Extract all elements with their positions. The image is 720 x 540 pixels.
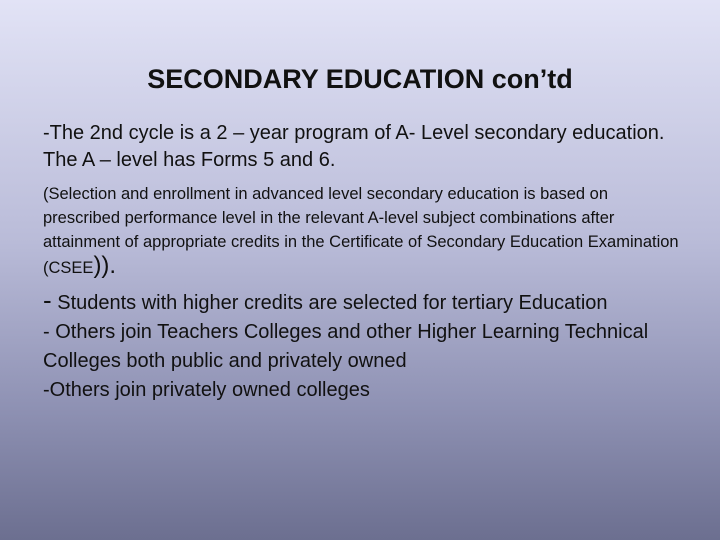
closing-parentheses: )).	[93, 252, 117, 279]
bullet-dash: -	[43, 285, 52, 315]
paragraph-second-cycle: -The 2nd cycle is a 2 – year program of A- Level secondary education. The A – level has Forms 5 and 6.	[43, 122, 665, 171]
paragraph-selection-note	[43, 182, 683, 280]
paragraph-teachers-colleges: - Others join Teachers Colleges and other Higher Learning Technical Colleges both public and privately owned	[43, 321, 649, 372]
slide-title: SECONDARY EDUCATION con’td	[147, 64, 573, 94]
paragraph-private-colleges: -Others join privately owned colleges	[43, 379, 370, 401]
tertiary-text: Students with higher credits are selected for tertiary Education	[51, 292, 608, 314]
selection-note-text: (Selection and enrollment in advanced level secondary education is based on prescribed performance level in the relevant A-level subject combinations after attainment of appropriate credits in the Certificate of Secondary Education Examination (CSEE	[43, 185, 679, 277]
slide-body	[43, 120, 683, 405]
paragraph-tertiary	[43, 286, 683, 318]
